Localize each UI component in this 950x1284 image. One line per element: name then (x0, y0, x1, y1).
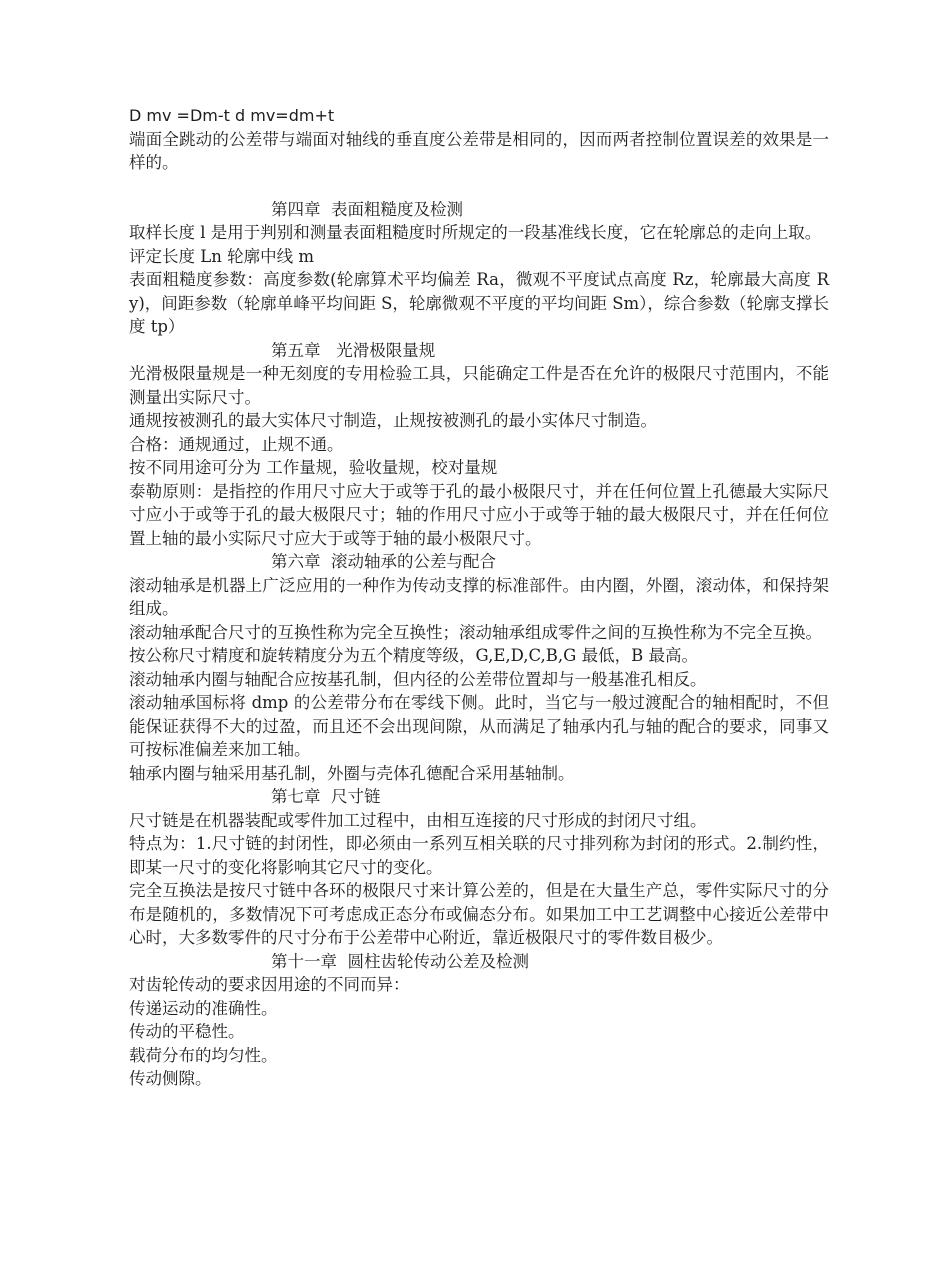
chapter-heading: 第五章 光滑极限量规 (271, 340, 436, 360)
body-paragraph: 传动侧隙。 (129, 1069, 212, 1088)
body-paragraph: 滚动轴承是机器上广泛应用的一种作为传动支撑的标准部件。由内圈，外圈，滚动体，和保持架组成。 (129, 575, 829, 618)
body-paragraph: 按公称尺寸精度和旋转精度分为五个精度等级，G,E,D,C,B,G 最低，B 最高。 (129, 646, 698, 665)
body-paragraph: 光滑极限量规是一种无刻度的专用检验工具，只能确定工件是否在允许的极限尺寸范围内，不能测量出实际尺寸。 (129, 364, 829, 407)
body-paragraph: 特点为：1.尺寸链的封闭性，即必须由一系列互相关联的尺寸排列称为封闭的形式。2.制约性，即某一尺寸的变化将影响其它尺寸的变化。 (129, 834, 829, 877)
body-paragraph: 滚动轴承国标将 dmp 的公差带分布在零线下侧。此时，当它与一般过渡配合的轴相配时，不但能保证获得不大的过盈，而且还不会出现间隙，从而满足了轴承内孔与轴的配合的要求，同事又可按标准偏差来加工轴。 (129, 693, 829, 759)
body-paragraph: 合格：通规通过，止规不通。 (129, 434, 344, 454)
chapter-heading: 第四章 表面粗糙度及检测 (271, 199, 463, 219)
document-body (129, 104, 829, 1091)
body-paragraph: 载荷分布的均匀性。 (129, 1045, 278, 1065)
formula-line: D mv =Dm-t d mv=dm+t (129, 106, 335, 125)
body-paragraph: 评定长度 Ln 轮廓中线 m (129, 246, 314, 266)
chapter-heading: 第十一章 圆柱齿轮传动公差及检测 (271, 951, 529, 971)
chapter-heading: 第七章 尺寸链 (271, 787, 381, 806)
body-paragraph: 对齿轮传动的要求因用途的不同而异： (129, 975, 410, 994)
body-paragraph: 传动的平稳性。 (129, 1022, 245, 1041)
body-paragraph: 按不同用途可分为 工作量规，验收量规，校对量规 (129, 458, 498, 477)
body-paragraph: 滚动轴承内圈与轴配合应按基孔制，但内径的公差带位置却与一般基准孔相反。 (129, 669, 707, 689)
body-paragraph: 尺寸链是在机器装配或零件加工过程中，由相互连接的尺寸形成的封闭尺寸组。 (129, 810, 707, 830)
body-paragraph: 泰勒原则：是指控的作用尺寸应大于或等于孔的最小极限尺寸，并在任何位置上孔德最大实际尺寸应小于或等于孔的最大极限尺寸；轴的作用尺寸应小于或等于轴的最大极限尺寸，并在任何位置上轴的最小实际尺寸应大于或等于轴的最小极限尺寸。 (129, 481, 829, 548)
paragraph-gap (129, 175, 829, 198)
body-paragraph: 传递运动的准确性。 (129, 998, 278, 1018)
body-paragraph: 轴承内圈与轴采用基孔制，外圈与壳体孔德配合采用基轴制。 (129, 763, 575, 783)
body-paragraph: 滚动轴承配合尺寸的互换性称为完全互换性；滚动轴承组成零件之间的互换性称为不完全互换。 (129, 622, 822, 642)
body-paragraph: 通规按被测孔的最大实体尺寸制造，止规按被测孔的最小实体尺寸制造。 (129, 411, 657, 430)
body-paragraph: 取样长度 l 是用于判别和测量表面粗糙度时所规定的一段基准线长度，它在轮廓总的走向上取。 (129, 223, 822, 242)
body-paragraph: 端面全跳动的公差带与端面对轴线的垂直度公差带是相同的，因而两者控制位置误差的效果是一样的。 (129, 129, 829, 172)
body-paragraph: 表面粗糙度参数：高度参数(轮廓算术平均偏差 Ra，微观不平度试点高度 Rz，轮廓最大高度 Ry)，间距参数（轮廓单峰平均间距 S，轮廓微观不平度的平均间距 Sm），综合参数（轮廓支撑长度 tp） (129, 270, 829, 336)
chapter-heading: 第六章 滚动轴承的公差与配合 (271, 552, 496, 571)
body-paragraph: 完全互换法是按尺寸链中各环的极限尺寸来计算公差的，但是在大量生产总，零件实际尺寸的分布是随机的，多数情况下可考虑成正态分布或偏态分布。如果加工中工艺调整中心接近公差带中心时，大多数零件的尺寸分布于公差带中心附近，靠近极限尺寸的零件数目极少。 (129, 881, 829, 947)
